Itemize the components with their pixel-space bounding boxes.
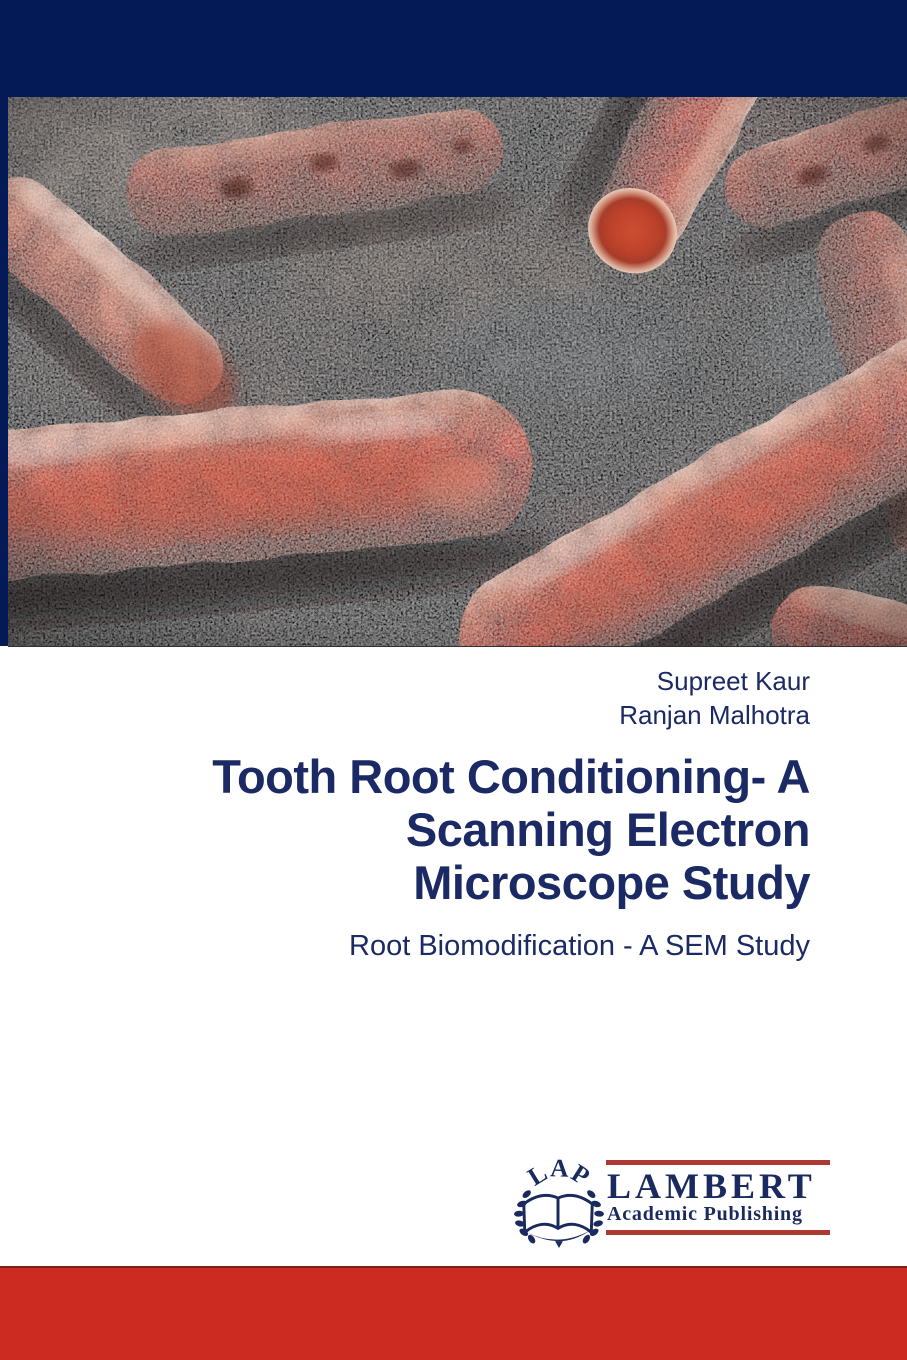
- cover-image-bacteria-micrograph: [8, 97, 907, 647]
- lap-emblem-icon: [514, 1152, 604, 1250]
- publisher-logo-text: [606, 1152, 830, 1235]
- author-1: Supreet Kaur: [656, 666, 810, 696]
- publisher-name: LAMBERT: [607, 1166, 816, 1206]
- bacteria-micrograph-art: [8, 97, 907, 646]
- title-line-3: Microscope Study: [413, 856, 810, 909]
- open-book-icon: [524, 1195, 592, 1241]
- book-title: [70, 750, 810, 909]
- photo-left-border: [0, 97, 8, 646]
- title-line-1: Tooth Root Conditioning- A: [212, 750, 810, 803]
- author-names: [619, 664, 810, 732]
- logo-bottom-bar: [606, 1230, 830, 1235]
- bottom-red-band: [0, 1266, 907, 1360]
- publisher-logo: [514, 1152, 830, 1250]
- author-2: Ranjan Malhotra: [619, 700, 810, 730]
- top-navy-band: [0, 0, 907, 97]
- logo-top-bar: [606, 1160, 830, 1165]
- book-subtitle: Root Biomodification - A SEM Study: [349, 930, 810, 962]
- publisher-tagline: Academic Publishing: [607, 1203, 803, 1225]
- lap-emblem-label: LAP: [522, 1153, 596, 1192]
- title-line-2: Scanning Electron: [405, 803, 810, 856]
